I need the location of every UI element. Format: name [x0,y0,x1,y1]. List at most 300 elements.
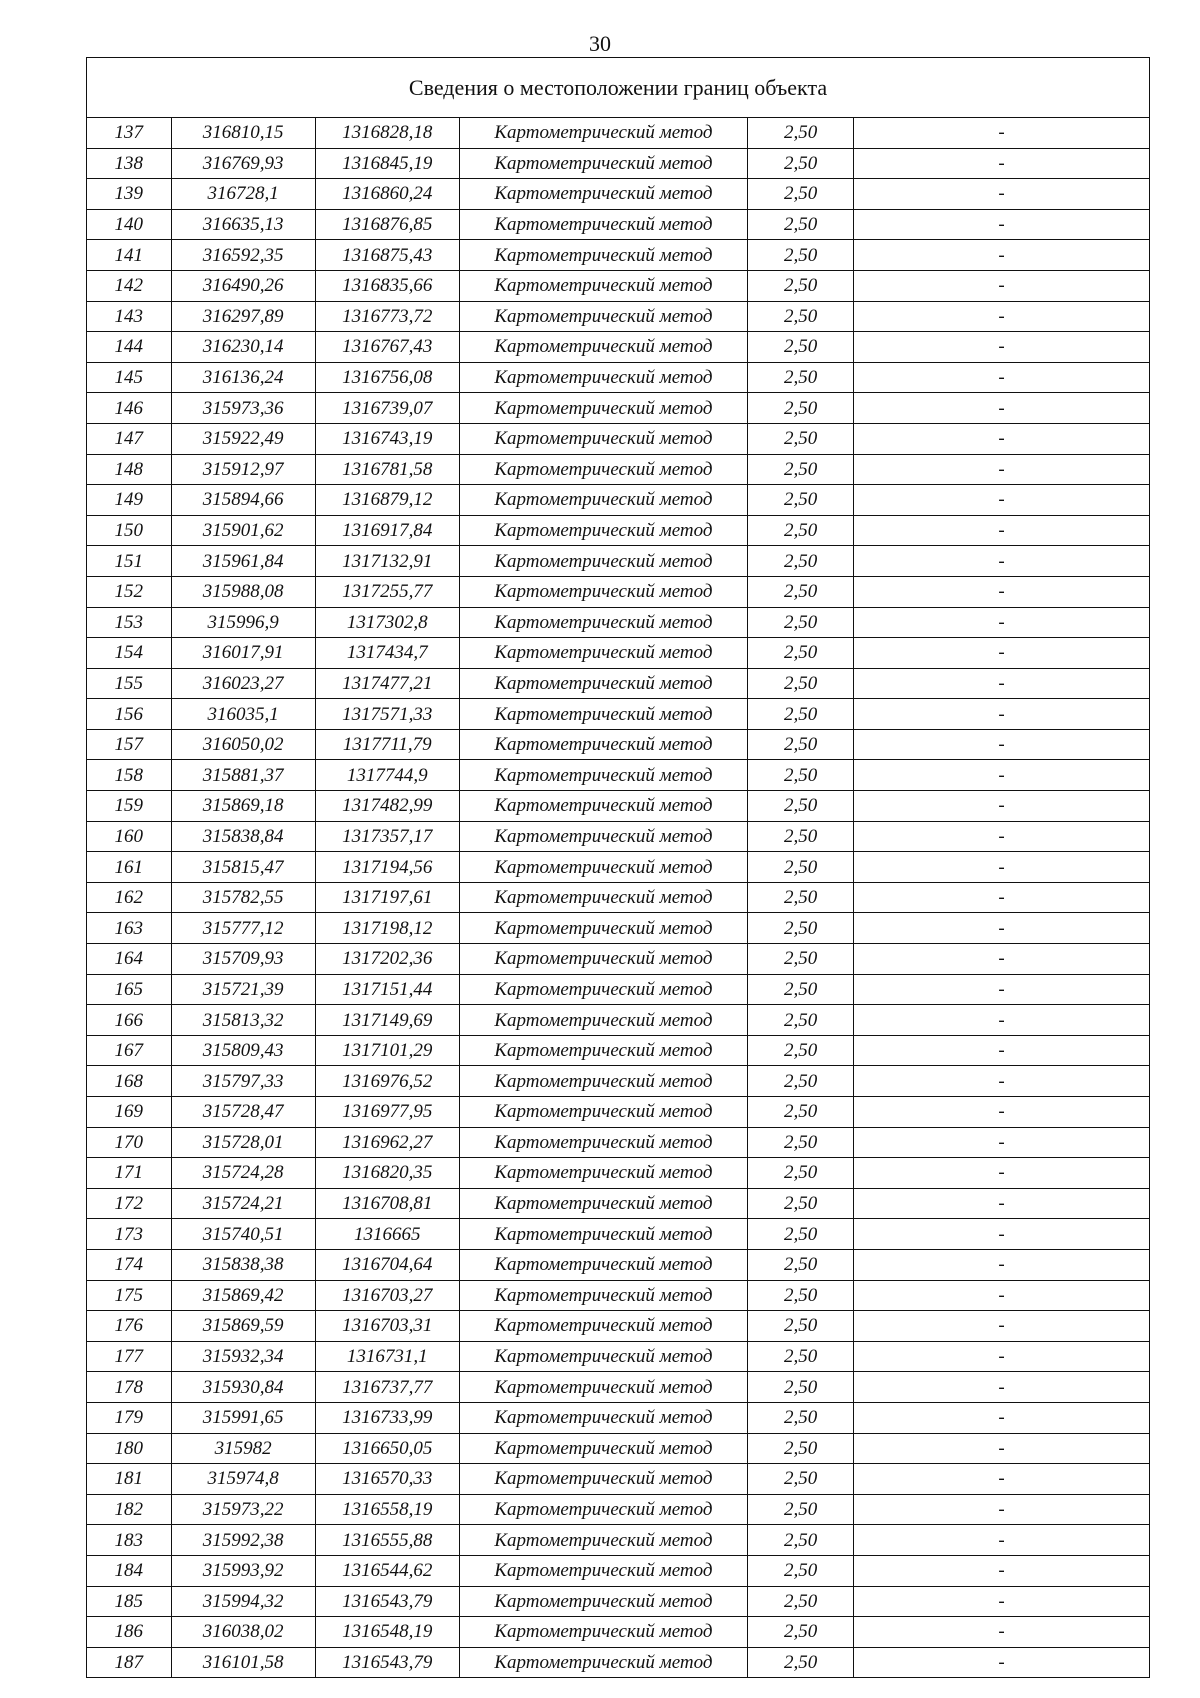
accuracy-cell: 2,50 [748,1066,854,1097]
description-cell: - [854,270,1149,301]
point-number-cell: 149 [87,485,171,516]
point-number-cell: 161 [87,852,171,883]
description-cell: - [854,1219,1149,1250]
x-coordinate-cell: 316023,27 [171,668,315,699]
accuracy-cell: 2,50 [748,1035,854,1066]
x-coordinate-cell: 316230,14 [171,332,315,363]
method-cell: Картометрический метод [459,393,747,424]
point-number-cell: 176 [87,1311,171,1342]
point-number-cell: 187 [87,1647,171,1677]
method-cell: Картометрический метод [459,1158,747,1189]
method-cell: Картометрический метод [459,1433,747,1464]
method-cell: Картометрический метод [459,209,747,240]
description-cell: - [854,638,1149,669]
accuracy-cell: 2,50 [748,240,854,271]
y-coordinate-cell: 1316977,95 [315,1097,459,1128]
table-row [87,423,1149,454]
accuracy-cell: 2,50 [748,515,854,546]
accuracy-cell: 2,50 [748,882,854,913]
accuracy-cell: 2,50 [748,393,854,424]
description-cell: - [854,1372,1149,1403]
point-number-cell: 169 [87,1097,171,1128]
y-coordinate-cell: 1316767,43 [315,332,459,363]
description-cell: - [854,485,1149,516]
description-cell: - [854,1433,1149,1464]
table-row [87,760,1149,791]
method-cell: Картометрический метод [459,1188,747,1219]
accuracy-cell: 2,50 [748,179,854,210]
x-coordinate-cell: 315973,22 [171,1494,315,1525]
y-coordinate-cell: 1316739,07 [315,393,459,424]
y-coordinate-cell: 1316962,27 [315,1127,459,1158]
method-cell: Картометрический метод [459,1586,747,1617]
y-coordinate-cell: 1316543,79 [315,1647,459,1677]
point-number-cell: 148 [87,454,171,485]
y-coordinate-cell: 1317101,29 [315,1035,459,1066]
point-number-cell: 146 [87,393,171,424]
method-cell: Картометрический метод [459,1097,747,1128]
y-coordinate-cell: 1317255,77 [315,576,459,607]
x-coordinate-cell: 315912,97 [171,454,315,485]
point-number-cell: 157 [87,729,171,760]
accuracy-cell: 2,50 [748,607,854,638]
description-cell: - [854,1555,1149,1586]
method-cell: Картометрический метод [459,1525,747,1556]
x-coordinate-cell: 316592,35 [171,240,315,271]
x-coordinate-cell: 315894,66 [171,485,315,516]
accuracy-cell: 2,50 [748,209,854,240]
description-cell: - [854,454,1149,485]
accuracy-cell: 2,50 [748,1158,854,1189]
accuracy-cell: 2,50 [748,729,854,760]
method-cell: Картометрический метод [459,1280,747,1311]
x-coordinate-cell: 316035,1 [171,699,315,730]
y-coordinate-cell: 1317482,99 [315,791,459,822]
table-row [87,1005,1149,1036]
x-coordinate-cell: 315988,08 [171,576,315,607]
table-row [87,393,1149,424]
x-coordinate-cell: 316050,02 [171,729,315,760]
y-coordinate-cell: 1317571,33 [315,699,459,730]
method-cell: Картометрический метод [459,668,747,699]
y-coordinate-cell: 1316570,33 [315,1464,459,1495]
table-row [87,576,1149,607]
table-row [87,729,1149,760]
table-row [87,1219,1149,1250]
method-cell: Картометрический метод [459,944,747,975]
method-cell: Картометрический метод [459,638,747,669]
y-coordinate-cell: 1316860,24 [315,179,459,210]
x-coordinate-cell: 315992,38 [171,1525,315,1556]
y-coordinate-cell: 1316665 [315,1219,459,1250]
method-cell: Картометрический метод [459,1219,747,1250]
method-cell: Картометрический метод [459,1372,747,1403]
x-coordinate-cell: 315932,34 [171,1341,315,1372]
accuracy-cell: 2,50 [748,1127,854,1158]
y-coordinate-cell: 1316737,77 [315,1372,459,1403]
description-cell: - [854,1066,1149,1097]
x-coordinate-cell: 315709,93 [171,944,315,975]
point-number-cell: 159 [87,791,171,822]
page-number: 30 [589,31,611,56]
point-number-cell: 175 [87,1280,171,1311]
point-number-cell: 180 [87,1433,171,1464]
table-row [87,270,1149,301]
x-coordinate-cell: 316017,91 [171,638,315,669]
method-cell: Картометрический метод [459,1249,747,1280]
x-coordinate-cell: 315782,55 [171,882,315,913]
table-row [87,1555,1149,1586]
y-coordinate-cell: 1316828,18 [315,118,459,148]
y-coordinate-cell: 1316976,52 [315,1066,459,1097]
description-cell: - [854,1249,1149,1280]
point-number-cell: 167 [87,1035,171,1066]
description-cell: - [854,393,1149,424]
description-cell: - [854,1402,1149,1433]
method-cell: Картометрический метод [459,362,747,393]
y-coordinate-cell: 1316704,64 [315,1249,459,1280]
description-cell: - [854,1280,1149,1311]
accuracy-cell: 2,50 [748,1280,854,1311]
accuracy-cell: 2,50 [748,270,854,301]
x-coordinate-cell: 315961,84 [171,546,315,577]
point-number-cell: 165 [87,974,171,1005]
accuracy-cell: 2,50 [748,791,854,822]
y-coordinate-cell: 1316703,27 [315,1280,459,1311]
point-number-cell: 172 [87,1188,171,1219]
point-number-cell: 137 [87,118,171,148]
table-row [87,1158,1149,1189]
method-cell: Картометрический метод [459,760,747,791]
table-row [87,148,1149,179]
y-coordinate-cell: 1316703,31 [315,1311,459,1342]
method-cell: Картометрический метод [459,1127,747,1158]
point-number-cell: 160 [87,821,171,852]
description-cell: - [854,209,1149,240]
method-cell: Картометрический метод [459,699,747,730]
description-cell: - [854,1158,1149,1189]
accuracy-cell: 2,50 [748,423,854,454]
accuracy-cell: 2,50 [748,1555,854,1586]
accuracy-cell: 2,50 [748,576,854,607]
accuracy-cell: 2,50 [748,148,854,179]
table-row [87,821,1149,852]
description-cell: - [854,821,1149,852]
x-coordinate-cell: 315974,8 [171,1464,315,1495]
y-coordinate-cell: 1317744,9 [315,760,459,791]
description-cell: - [854,729,1149,760]
x-coordinate-cell: 315930,84 [171,1372,315,1403]
point-number-cell: 140 [87,209,171,240]
method-cell: Картометрический метод [459,974,747,1005]
description-cell: - [854,1097,1149,1128]
description-cell: - [854,974,1149,1005]
table-row [87,179,1149,210]
table-row [87,240,1149,271]
description-cell: - [854,699,1149,730]
x-coordinate-cell: 316297,89 [171,301,315,332]
y-coordinate-cell: 1316731,1 [315,1341,459,1372]
y-coordinate-cell: 1316820,35 [315,1158,459,1189]
point-number-cell: 178 [87,1372,171,1403]
x-coordinate-cell: 316038,02 [171,1617,315,1648]
y-coordinate-cell: 1316781,58 [315,454,459,485]
y-coordinate-cell: 1317434,7 [315,638,459,669]
y-coordinate-cell: 1316548,19 [315,1617,459,1648]
method-cell: Картометрический метод [459,423,747,454]
table-body [87,118,1149,1677]
accuracy-cell: 2,50 [748,1647,854,1677]
accuracy-cell: 2,50 [748,944,854,975]
description-cell: - [854,1586,1149,1617]
method-cell: Картометрический метод [459,882,747,913]
method-cell: Картометрический метод [459,913,747,944]
x-coordinate-cell: 315815,47 [171,852,315,883]
x-coordinate-cell: 315777,12 [171,913,315,944]
point-number-cell: 143 [87,301,171,332]
description-cell: - [854,423,1149,454]
method-cell: Картометрический метод [459,1647,747,1677]
x-coordinate-cell: 315869,59 [171,1311,315,1342]
accuracy-cell: 2,50 [748,1097,854,1128]
table-row [87,1341,1149,1372]
x-coordinate-cell: 315973,36 [171,393,315,424]
table-row [87,1280,1149,1311]
x-coordinate-cell: 315721,39 [171,974,315,1005]
description-cell: - [854,1188,1149,1219]
table-row [87,974,1149,1005]
point-number-cell: 182 [87,1494,171,1525]
accuracy-cell: 2,50 [748,699,854,730]
method-cell: Картометрический метод [459,1311,747,1342]
description-cell: - [854,760,1149,791]
y-coordinate-cell: 1317198,12 [315,913,459,944]
x-coordinate-cell: 315881,37 [171,760,315,791]
boundary-points-table [87,118,1149,1677]
method-cell: Картометрический метод [459,148,747,179]
accuracy-cell: 2,50 [748,974,854,1005]
point-number-cell: 179 [87,1402,171,1433]
table-row [87,791,1149,822]
accuracy-cell: 2,50 [748,913,854,944]
x-coordinate-cell: 315724,21 [171,1188,315,1219]
point-number-cell: 153 [87,607,171,638]
description-cell: - [854,1127,1149,1158]
method-cell: Картометрический метод [459,1464,747,1495]
y-coordinate-cell: 1316743,19 [315,423,459,454]
y-coordinate-cell: 1316875,43 [315,240,459,271]
boundary-table-sheet [86,57,1150,1678]
table-row [87,1402,1149,1433]
y-coordinate-cell: 1317197,61 [315,882,459,913]
y-coordinate-cell: 1316917,84 [315,515,459,546]
description-cell: - [854,1341,1149,1372]
y-coordinate-cell: 1316544,62 [315,1555,459,1586]
point-number-cell: 150 [87,515,171,546]
x-coordinate-cell: 315922,49 [171,423,315,454]
description-cell: - [854,1617,1149,1648]
method-cell: Картометрический метод [459,1341,747,1372]
table-row [87,638,1149,669]
accuracy-cell: 2,50 [748,1341,854,1372]
x-coordinate-cell: 315838,38 [171,1249,315,1280]
method-cell: Картометрический метод [459,546,747,577]
accuracy-cell: 2,50 [748,1617,854,1648]
accuracy-cell: 2,50 [748,1249,854,1280]
description-cell: - [854,148,1149,179]
y-coordinate-cell: 1317151,44 [315,974,459,1005]
point-number-cell: 177 [87,1341,171,1372]
method-cell: Картометрический метод [459,852,747,883]
table-row [87,668,1149,699]
accuracy-cell: 2,50 [748,668,854,699]
method-cell: Картометрический метод [459,607,747,638]
method-cell: Картометрический метод [459,240,747,271]
x-coordinate-cell: 316635,13 [171,209,315,240]
y-coordinate-cell: 1316543,79 [315,1586,459,1617]
table-row [87,1525,1149,1556]
x-coordinate-cell: 315797,33 [171,1066,315,1097]
table-row [87,515,1149,546]
x-coordinate-cell: 316136,24 [171,362,315,393]
x-coordinate-cell: 315809,43 [171,1035,315,1066]
accuracy-cell: 2,50 [748,1464,854,1495]
table-row [87,1433,1149,1464]
accuracy-cell: 2,50 [748,332,854,363]
y-coordinate-cell: 1316708,81 [315,1188,459,1219]
accuracy-cell: 2,50 [748,1311,854,1342]
x-coordinate-cell: 315724,28 [171,1158,315,1189]
table-row [87,1372,1149,1403]
x-coordinate-cell: 316728,1 [171,179,315,210]
description-cell: - [854,882,1149,913]
point-number-cell: 156 [87,699,171,730]
method-cell: Картометрический метод [459,332,747,363]
table-row [87,1127,1149,1158]
x-coordinate-cell: 315996,9 [171,607,315,638]
table-row [87,546,1149,577]
point-number-cell: 147 [87,423,171,454]
method-cell: Картометрический метод [459,576,747,607]
point-number-cell: 173 [87,1219,171,1250]
x-coordinate-cell: 315838,84 [171,821,315,852]
description-cell: - [854,944,1149,975]
point-number-cell: 168 [87,1066,171,1097]
table-row [87,944,1149,975]
method-cell: Картометрический метод [459,1066,747,1097]
accuracy-cell: 2,50 [748,1525,854,1556]
y-coordinate-cell: 1317357,17 [315,821,459,852]
point-number-cell: 138 [87,148,171,179]
method-cell: Картометрический метод [459,1402,747,1433]
x-coordinate-cell: 315813,32 [171,1005,315,1036]
description-cell: - [854,576,1149,607]
y-coordinate-cell: 1317711,79 [315,729,459,760]
accuracy-cell: 2,50 [748,1586,854,1617]
accuracy-cell: 2,50 [748,301,854,332]
y-coordinate-cell: 1316773,72 [315,301,459,332]
method-cell: Картометрический метод [459,270,747,301]
point-number-cell: 162 [87,882,171,913]
x-coordinate-cell: 316769,93 [171,148,315,179]
point-number-cell: 141 [87,240,171,271]
y-coordinate-cell: 1317194,56 [315,852,459,883]
x-coordinate-cell: 316810,15 [171,118,315,148]
x-coordinate-cell: 315869,18 [171,791,315,822]
description-cell: - [854,118,1149,148]
y-coordinate-cell: 1316555,88 [315,1525,459,1556]
table-row [87,1494,1149,1525]
y-coordinate-cell: 1317149,69 [315,1005,459,1036]
accuracy-cell: 2,50 [748,362,854,393]
point-number-cell: 183 [87,1525,171,1556]
accuracy-cell: 2,50 [748,638,854,669]
accuracy-cell: 2,50 [748,1188,854,1219]
point-number-cell: 181 [87,1464,171,1495]
table-row [87,852,1149,883]
y-coordinate-cell: 1317477,21 [315,668,459,699]
x-coordinate-cell: 315994,32 [171,1586,315,1617]
table-row [87,1647,1149,1677]
table-row [87,209,1149,240]
y-coordinate-cell: 1316879,12 [315,485,459,516]
point-number-cell: 171 [87,1158,171,1189]
table-row [87,1586,1149,1617]
table-row [87,699,1149,730]
point-number-cell: 154 [87,638,171,669]
description-cell: - [854,607,1149,638]
accuracy-cell: 2,50 [748,760,854,791]
accuracy-cell: 2,50 [748,852,854,883]
table-row [87,1617,1149,1648]
y-coordinate-cell: 1316733,99 [315,1402,459,1433]
y-coordinate-cell: 1316650,05 [315,1433,459,1464]
point-number-cell: 170 [87,1127,171,1158]
y-coordinate-cell: 1316558,19 [315,1494,459,1525]
table-row [87,301,1149,332]
table-row [87,1311,1149,1342]
accuracy-cell: 2,50 [748,1433,854,1464]
description-cell: - [854,1005,1149,1036]
table-row [87,485,1149,516]
point-number-cell: 164 [87,944,171,975]
table-row [87,362,1149,393]
accuracy-cell: 2,50 [748,1372,854,1403]
point-number-cell: 152 [87,576,171,607]
method-cell: Картометрический метод [459,485,747,516]
x-coordinate-cell: 315993,92 [171,1555,315,1586]
table-row [87,1464,1149,1495]
method-cell: Картометрический метод [459,515,747,546]
table-row [87,607,1149,638]
y-coordinate-cell: 1316876,85 [315,209,459,240]
point-number-cell: 184 [87,1555,171,1586]
point-number-cell: 151 [87,546,171,577]
accuracy-cell: 2,50 [748,1219,854,1250]
table-row [87,1066,1149,1097]
table-row [87,1188,1149,1219]
table-title: Сведения о местоположении границ объекта [87,58,1149,118]
table-row [87,332,1149,363]
description-cell: - [854,791,1149,822]
method-cell: Картометрический метод [459,454,747,485]
x-coordinate-cell: 315991,65 [171,1402,315,1433]
point-number-cell: 142 [87,270,171,301]
table-row [87,1249,1149,1280]
method-cell: Картометрический метод [459,179,747,210]
description-cell: - [854,1035,1149,1066]
method-cell: Картометрический метод [459,118,747,148]
